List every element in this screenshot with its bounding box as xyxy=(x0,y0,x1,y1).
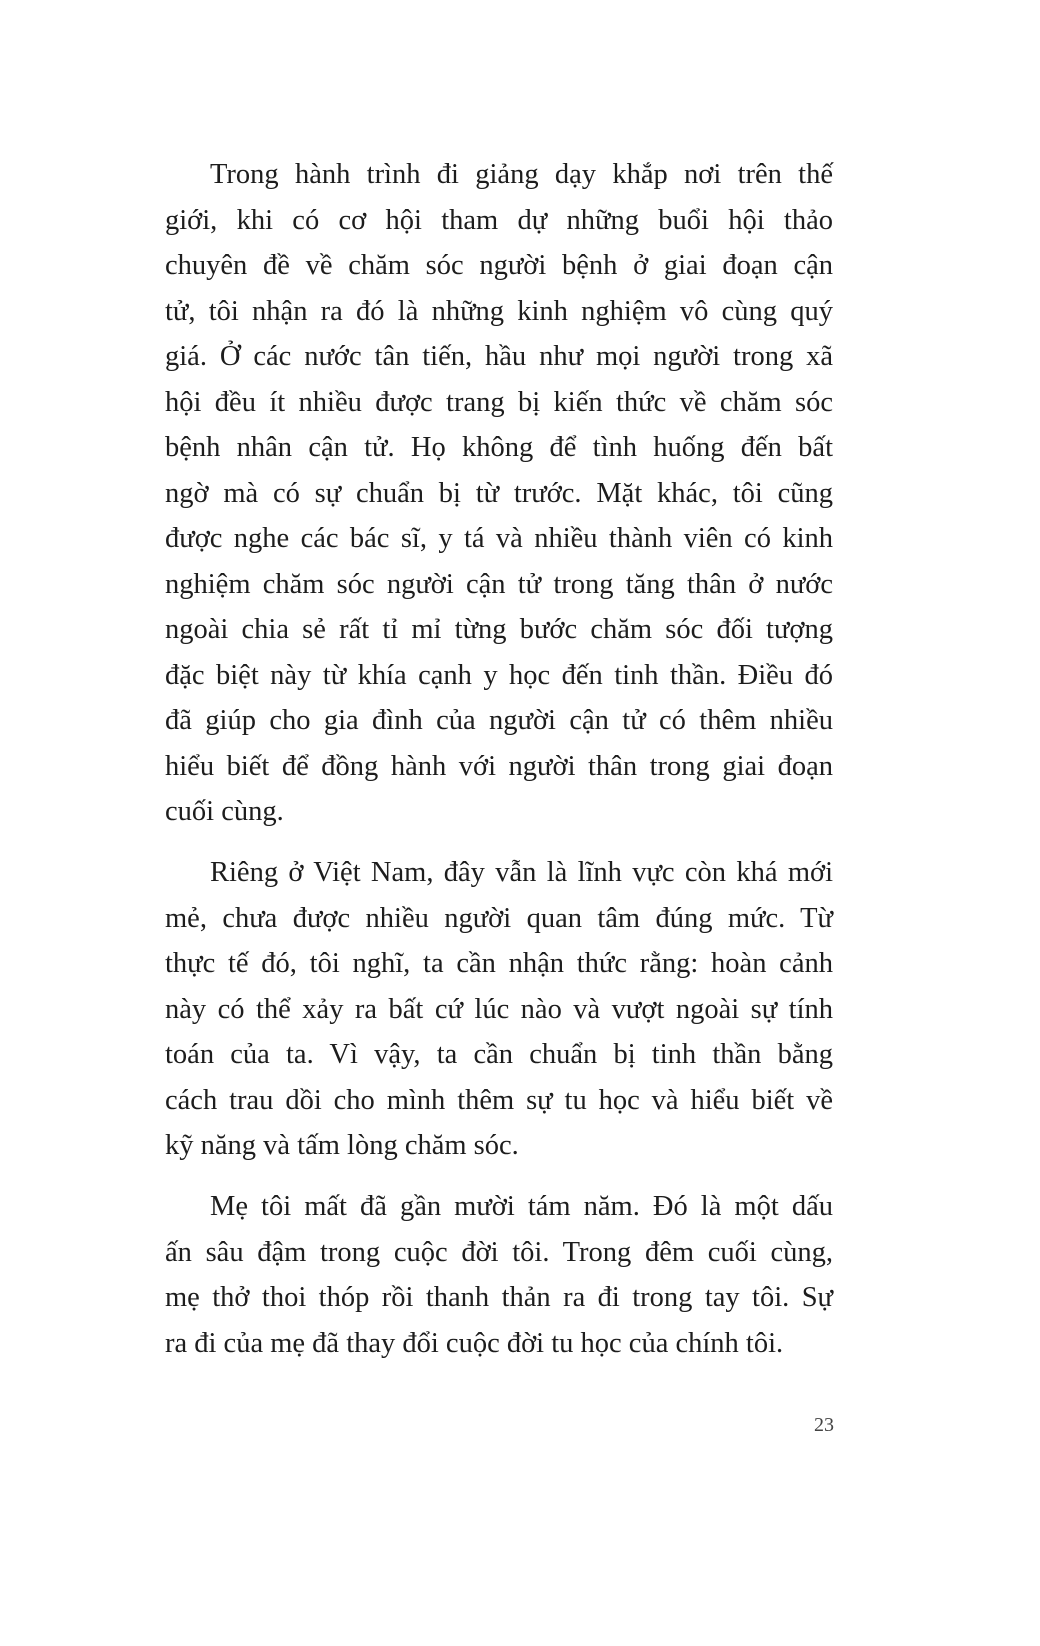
paragraph xyxy=(165,1184,833,1366)
text-line: Riêng ở Việt Nam, đây vẫn là lĩnh vực còn khá mới xyxy=(210,857,833,888)
page-number: 23 xyxy=(814,1414,834,1436)
text-line: ấn sâu đậm trong cuộc đời tôi. Trong đêm cuối cùng, xyxy=(165,1236,833,1268)
text-line: nghiệm chăm sóc người cận tử trong tăng thân ở nước xyxy=(165,568,833,600)
text-line: đặc biệt này từ khía cạnh y học đến tinh thần. Điều đó xyxy=(165,659,833,691)
text-line: bệnh nhân cận tử. Họ không để tình huống đến bất xyxy=(165,432,833,463)
text-line: được nghe các bác sĩ, y tá và nhiều thành viên có kinh xyxy=(165,523,833,554)
text-line: hiểu biết để đồng hành với người thân trong giai đoạn xyxy=(165,750,833,782)
text-line: hội đều ít nhiều được trang bị kiến thức về chăm sóc xyxy=(165,386,833,418)
text-line: Mẹ tôi mất đã gần mười tám năm. Đó là một dấu xyxy=(210,1191,833,1222)
text-line: kỹ năng và tấm lòng chăm sóc. xyxy=(165,1130,519,1161)
text-line: toán của ta. Vì vậy, ta cần chuẩn bị tinh thần bằng xyxy=(165,1039,833,1070)
text-line: giá. Ở các nước tân tiến, hầu như mọi người trong xã xyxy=(165,341,833,372)
text-line: ngoài chia sẻ rất tỉ mỉ từng bước chăm sóc đối tượng xyxy=(165,614,833,645)
paragraph xyxy=(165,850,833,1169)
text-line: tử, tôi nhận ra đó là những kinh nghiệm vô cùng quý xyxy=(165,295,833,327)
text-line: cuối cùng. xyxy=(165,796,284,827)
text-line: giới, khi có cơ hội tham dự những buổi hội thảo xyxy=(165,204,833,236)
text-line: ngờ mà có sự chuẩn bị từ trước. Mặt khác, tôi cũng xyxy=(165,477,833,509)
text-line: Trong hành trình đi giảng dạy khắp nơi trên thế xyxy=(210,159,833,190)
text-line: cách trau dồi cho mình thêm sự tu học và hiểu biết về xyxy=(165,1084,833,1116)
paragraph xyxy=(165,152,833,835)
text-line: mẹ thở thoi thóp rồi thanh thản ra đi trong tay tôi. Sự xyxy=(165,1282,833,1313)
text-line: chuyên đề về chăm sóc người bệnh ở giai đoạn cận xyxy=(165,250,833,281)
text-line: này có thể xảy ra bất cứ lúc nào và vượt ngoài sự tính xyxy=(165,993,833,1025)
page-body-text xyxy=(165,152,833,1382)
text-line: thực tế đó, tôi nghĩ, ta cần nhận thức rằng: hoàn cảnh xyxy=(165,948,833,979)
text-line: ra đi của mẹ đã thay đổi cuộc đời tu học của chính tôi. xyxy=(165,1327,784,1359)
text-line: đã giúp cho gia đình của người cận tử có thêm nhiều xyxy=(165,705,833,736)
text-line: mẻ, chưa được nhiều người quan tâm đúng mức. Từ xyxy=(165,902,833,934)
